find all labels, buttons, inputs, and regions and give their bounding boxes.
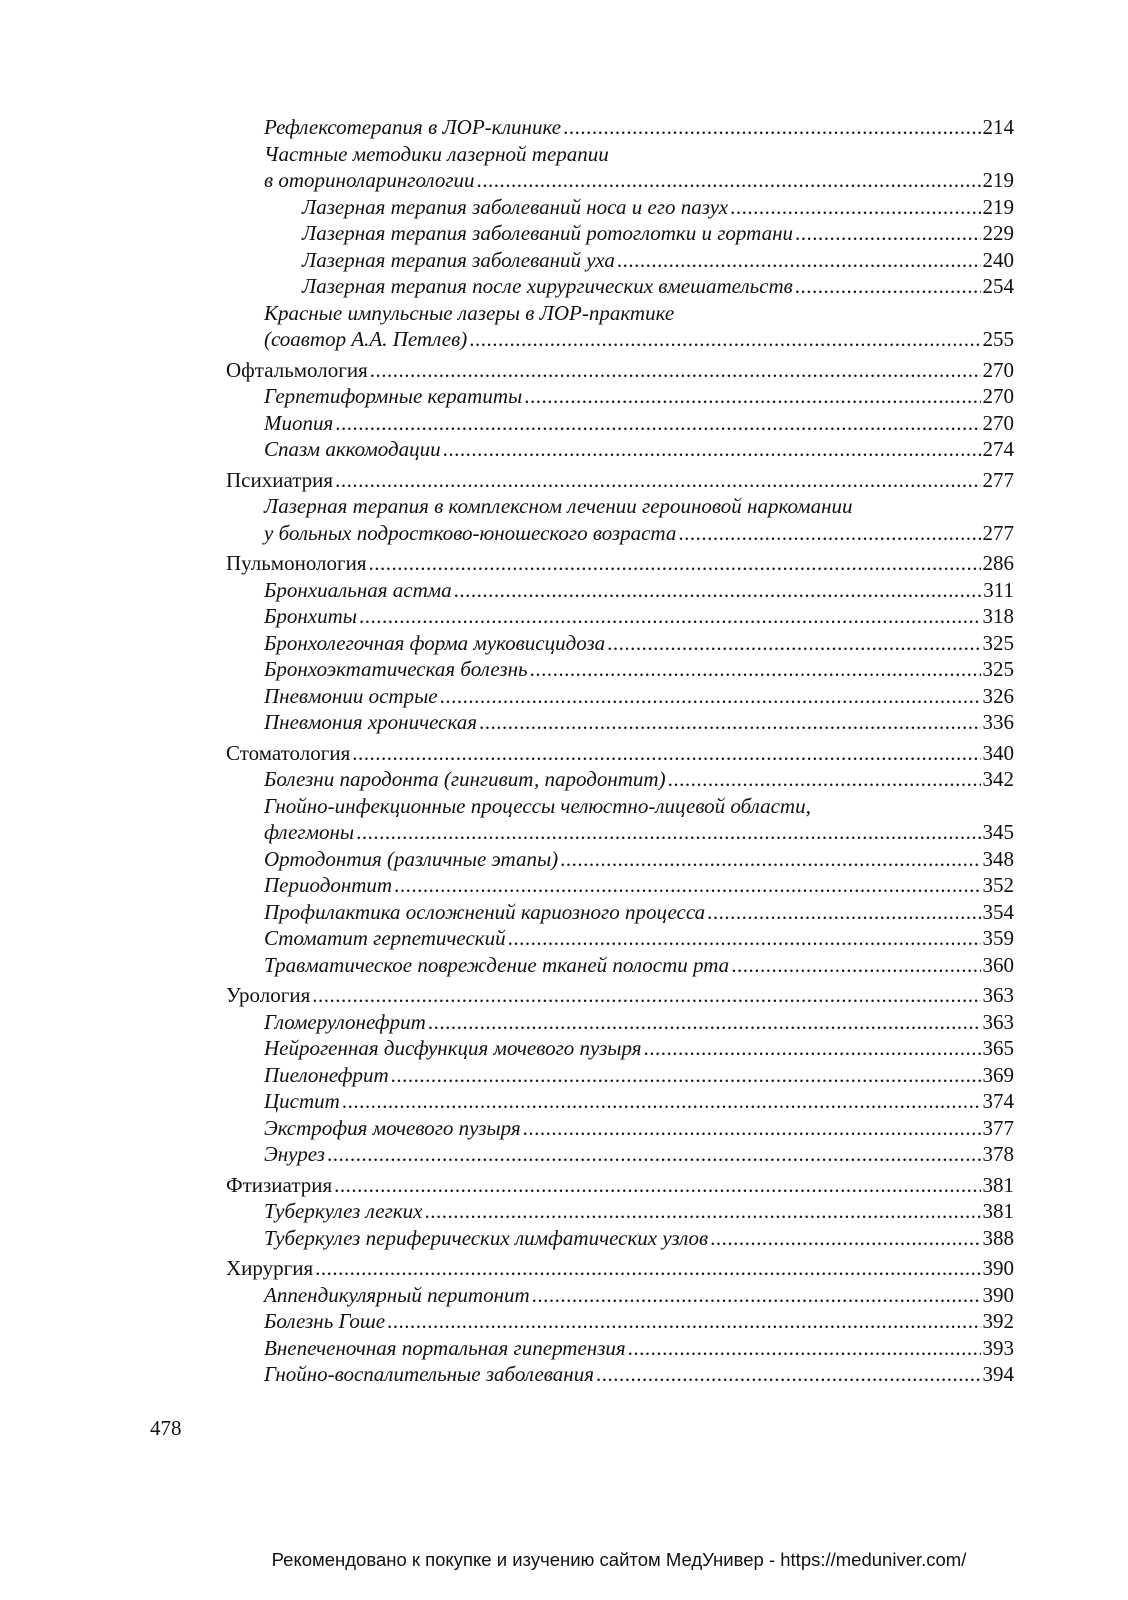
toc-page-number: 360 [982, 952, 1014, 977]
toc-section [226, 1255, 1014, 1282]
toc-entry-title: Фтизиатрия [226, 1172, 333, 1197]
dot-leader [524, 383, 980, 410]
dot-leader [387, 1308, 980, 1335]
toc-entry [226, 766, 1014, 793]
toc-entry-title: Спазм аккомодации [264, 437, 441, 461]
dot-leader [731, 952, 980, 979]
toc-page-number: 277 [982, 520, 1014, 545]
toc-entry-title: Лазерная терапия заболеваний уха [302, 247, 615, 272]
toc-entry [226, 872, 1014, 899]
toc-page-number: 345 [982, 820, 1014, 844]
dot-leader [359, 603, 980, 630]
toc-entry [226, 1198, 1014, 1225]
dot-leader [454, 577, 982, 604]
toc-entry [226, 630, 1014, 657]
toc-entry-title: Болезнь Гоше [264, 1309, 386, 1333]
toc-subentry [226, 247, 1014, 274]
toc-entry-title: Профилактика осложнений кариозного процесса [264, 899, 706, 924]
toc-entry [226, 899, 1014, 926]
toc-entry [226, 493, 1014, 520]
toc-entry [226, 114, 1014, 141]
toc-entry-title: Гнойно-воспалительные заболевания [264, 1362, 594, 1386]
dot-leader [477, 167, 981, 194]
toc-page-number: 340 [982, 740, 1014, 765]
dot-leader [560, 846, 980, 873]
toc-page-number: 336 [982, 710, 1014, 734]
toc-page-number: 377 [982, 1115, 1014, 1140]
dot-leader [315, 1255, 980, 1282]
toc-page-number: 219 [982, 168, 1014, 192]
dot-leader [668, 766, 981, 793]
dot-leader [312, 982, 980, 1009]
dot-leader [443, 436, 981, 463]
dot-leader [391, 1062, 981, 1089]
toc-section [226, 982, 1014, 1009]
toc-section [226, 740, 1014, 767]
toc-entry-title: Пиелонефрит [264, 1062, 389, 1087]
toc-entry-title: Красные импульсные лазеры в ЛОР-практике [264, 300, 675, 325]
dot-leader [628, 1335, 981, 1362]
toc-section [226, 1172, 1014, 1199]
toc-page-number: 369 [982, 1062, 1014, 1087]
toc-entry [226, 383, 1014, 410]
toc-entry-title: Цистит [264, 1089, 340, 1113]
toc-entry [226, 819, 1014, 846]
dot-leader [369, 550, 981, 577]
toc-entry-title: (соавтор А.А. Петлев) [264, 327, 468, 351]
dot-leader [607, 630, 980, 657]
toc-entry [226, 793, 1014, 820]
toc-page-number: 381 [982, 1199, 1014, 1223]
dot-leader [335, 467, 980, 494]
dot-leader [370, 357, 981, 384]
toc-page-number: 363 [982, 983, 1014, 1007]
toc-page-number: 274 [982, 437, 1014, 461]
toc-entry-title: Энурез [264, 1142, 325, 1166]
dot-leader [563, 114, 980, 141]
table-of-contents [226, 114, 1014, 1388]
toc-entry [226, 683, 1014, 710]
dot-leader [508, 925, 981, 952]
toc-entry-title: Пульмонология [226, 551, 367, 575]
toc-page-number: 363 [982, 1009, 1014, 1034]
toc-entry [226, 656, 1014, 683]
toc-entry-title: в оториноларингологии [264, 168, 475, 192]
toc-page-number: 277 [982, 467, 1014, 492]
toc-page-number: 325 [982, 657, 1014, 681]
dot-leader [523, 1115, 981, 1142]
toc-entry [226, 141, 1014, 168]
toc-entry-title: Гломерулонефрит [264, 1009, 426, 1034]
dot-leader [643, 1035, 980, 1062]
toc-subentry [226, 273, 1014, 300]
dot-leader [795, 220, 981, 247]
toc-page-number: 352 [982, 873, 1014, 897]
dot-leader [678, 520, 980, 547]
toc-entry-title: Рефлексотерапия в ЛОР-клинике [264, 115, 562, 139]
toc-entry [226, 952, 1014, 979]
toc-page-number: 214 [982, 115, 1014, 139]
toc-entry-title: Периодонтит [264, 873, 393, 897]
dot-leader [342, 1088, 981, 1115]
toc-entry [226, 1225, 1014, 1252]
toc-entry-title: Лазерная терапия после хирургических вмешательств [302, 274, 793, 298]
toc-page-number: 390 [982, 1256, 1014, 1280]
toc-page-number: 378 [982, 1142, 1014, 1166]
toc-page-number: 342 [982, 767, 1014, 791]
toc-entry [226, 577, 1014, 604]
toc-entry-title: Хирургия [226, 1256, 314, 1280]
toc-page-number: 390 [982, 1282, 1014, 1307]
toc-page-number: 365 [982, 1036, 1014, 1060]
toc-page-number: 393 [982, 1335, 1014, 1360]
toc-page-number: 311 [983, 577, 1014, 602]
toc-page-number: 359 [982, 926, 1014, 950]
toc-section [226, 550, 1014, 577]
dot-leader [617, 247, 981, 274]
toc-entry-title: Офтальмология [226, 357, 368, 382]
toc-entry [226, 1335, 1014, 1362]
toc-entry [226, 1115, 1014, 1142]
dot-leader [327, 1141, 981, 1168]
toc-entry [226, 1282, 1014, 1309]
toc-page-number: 240 [982, 247, 1014, 272]
dot-leader [469, 326, 980, 353]
toc-page-number: 394 [982, 1362, 1014, 1386]
toc-page-number: 348 [982, 846, 1014, 871]
toc-entry-title: у больных подростково-юношеского возраста [264, 520, 677, 545]
toc-entry [226, 603, 1014, 630]
toc-entry-title: флегмоны [264, 820, 355, 844]
toc-page-number: 318 [982, 604, 1014, 628]
toc-entry-title: Урология [226, 983, 311, 1007]
toc-entry [226, 326, 1014, 353]
toc-page-number: 326 [982, 683, 1014, 708]
toc-entry-title: Бронхолегочная форма муковисцидоза [264, 630, 606, 655]
toc-entry [226, 1088, 1014, 1115]
toc-entry-title: Частные методики лазерной терапии [264, 141, 609, 166]
toc-entry [226, 300, 1014, 327]
toc-entry-title: Болезни пародонта (гингивит, пародонтит) [264, 767, 666, 791]
toc-entry-title: Травматическое повреждение тканей полости рта [264, 952, 730, 977]
toc-page-number: 381 [982, 1172, 1014, 1197]
toc-page-number: 270 [982, 410, 1014, 435]
toc-subentry [226, 220, 1014, 247]
page-number: 478 [150, 1416, 182, 1440]
toc-entry-title: Лазерная терапия в комплексном лечении героиновой наркомании [264, 494, 853, 518]
toc-page-number: 374 [982, 1089, 1014, 1113]
toc-entry [226, 520, 1014, 547]
dot-leader [596, 1361, 981, 1388]
dot-leader [335, 410, 980, 437]
toc-entry-title: Туберкулез легких [264, 1199, 423, 1223]
dot-leader [530, 656, 981, 683]
toc-entry [226, 1062, 1014, 1089]
toc-page-number: 286 [982, 551, 1014, 575]
toc-page-number: 255 [982, 327, 1014, 351]
toc-page-number: 392 [982, 1309, 1014, 1333]
dot-leader [334, 1172, 980, 1199]
dot-leader [707, 899, 980, 926]
toc-entry-title: Пневмонии острые [264, 683, 438, 708]
toc-entry [226, 1035, 1014, 1062]
toc-section [226, 467, 1014, 494]
dot-leader [428, 1009, 981, 1036]
toc-entry-title: Бронхиальная астма [264, 577, 452, 602]
toc-page-number: 388 [982, 1225, 1014, 1250]
toc-entry [226, 410, 1014, 437]
toc-entry [226, 1361, 1014, 1388]
toc-entry-title: Внепеченочная портальная гипертензия [264, 1335, 626, 1360]
toc-entry-title: Бронхоэктатическая болезнь [264, 657, 528, 681]
toc-section [226, 357, 1014, 384]
toc-entry [226, 167, 1014, 194]
toc-entry-title: Стоматология [226, 740, 351, 765]
toc-entry [226, 1141, 1014, 1168]
toc-page-number: 325 [982, 630, 1014, 655]
toc-entry-title: Экстрофия мочевого пузыря [264, 1115, 521, 1140]
toc-entry-title: Лазерная терапия заболеваний носа и его пазух [302, 194, 729, 219]
toc-entry [226, 1009, 1014, 1036]
toc-entry [226, 1308, 1014, 1335]
toc-entry-title: Лазерная терапия заболеваний ротоглотки и гортани [302, 221, 793, 245]
footer-recommendation: Рекомендовано к покупке и изучению сайтом МедУнивер - https://meduniver.com/ [271, 1549, 967, 1570]
toc-entry-title: Миопия [264, 410, 334, 435]
dot-leader [424, 1198, 980, 1225]
toc-page-number: 229 [982, 221, 1014, 245]
toc-subentry [226, 194, 1014, 221]
toc-page-number: 219 [982, 194, 1014, 219]
toc-entry-title: Туберкулез периферических лимфатических узлов [264, 1225, 709, 1250]
dot-leader [356, 819, 980, 846]
toc-entry-title: Пневмония хроническая [264, 710, 478, 734]
toc-entry [226, 709, 1014, 736]
dot-leader [479, 709, 980, 736]
toc-entry-title: Аппендикулярный перитонит [264, 1282, 530, 1307]
dot-leader [394, 872, 980, 899]
dot-leader [795, 273, 981, 300]
toc-entry [226, 925, 1014, 952]
toc-entry-title: Психиатрия [226, 467, 334, 492]
toc-entry [226, 436, 1014, 463]
dot-leader [532, 1282, 981, 1309]
toc-entry-title: Гнойно-инфекционные процессы челюстно-лицевой области, [264, 793, 811, 818]
toc-entry-title: Стоматит герпетический [264, 926, 506, 950]
toc-entry-title: Герпетиформные кератиты [264, 384, 523, 408]
toc-entry-title: Нейрогенная дисфункция мочевого пузыря [264, 1036, 642, 1060]
toc-entry-title: Ортодонтия (различные этапы) [264, 846, 559, 871]
toc-page-number: 354 [982, 899, 1014, 924]
dot-leader [730, 194, 980, 221]
dot-leader [440, 683, 981, 710]
dot-leader [352, 740, 980, 767]
toc-entry-title: Бронхиты [264, 604, 358, 628]
toc-entry [226, 846, 1014, 873]
dot-leader [710, 1225, 980, 1252]
toc-page-number: 270 [982, 384, 1014, 408]
toc-page-number: 270 [982, 357, 1014, 382]
toc-page-number: 254 [982, 274, 1014, 298]
